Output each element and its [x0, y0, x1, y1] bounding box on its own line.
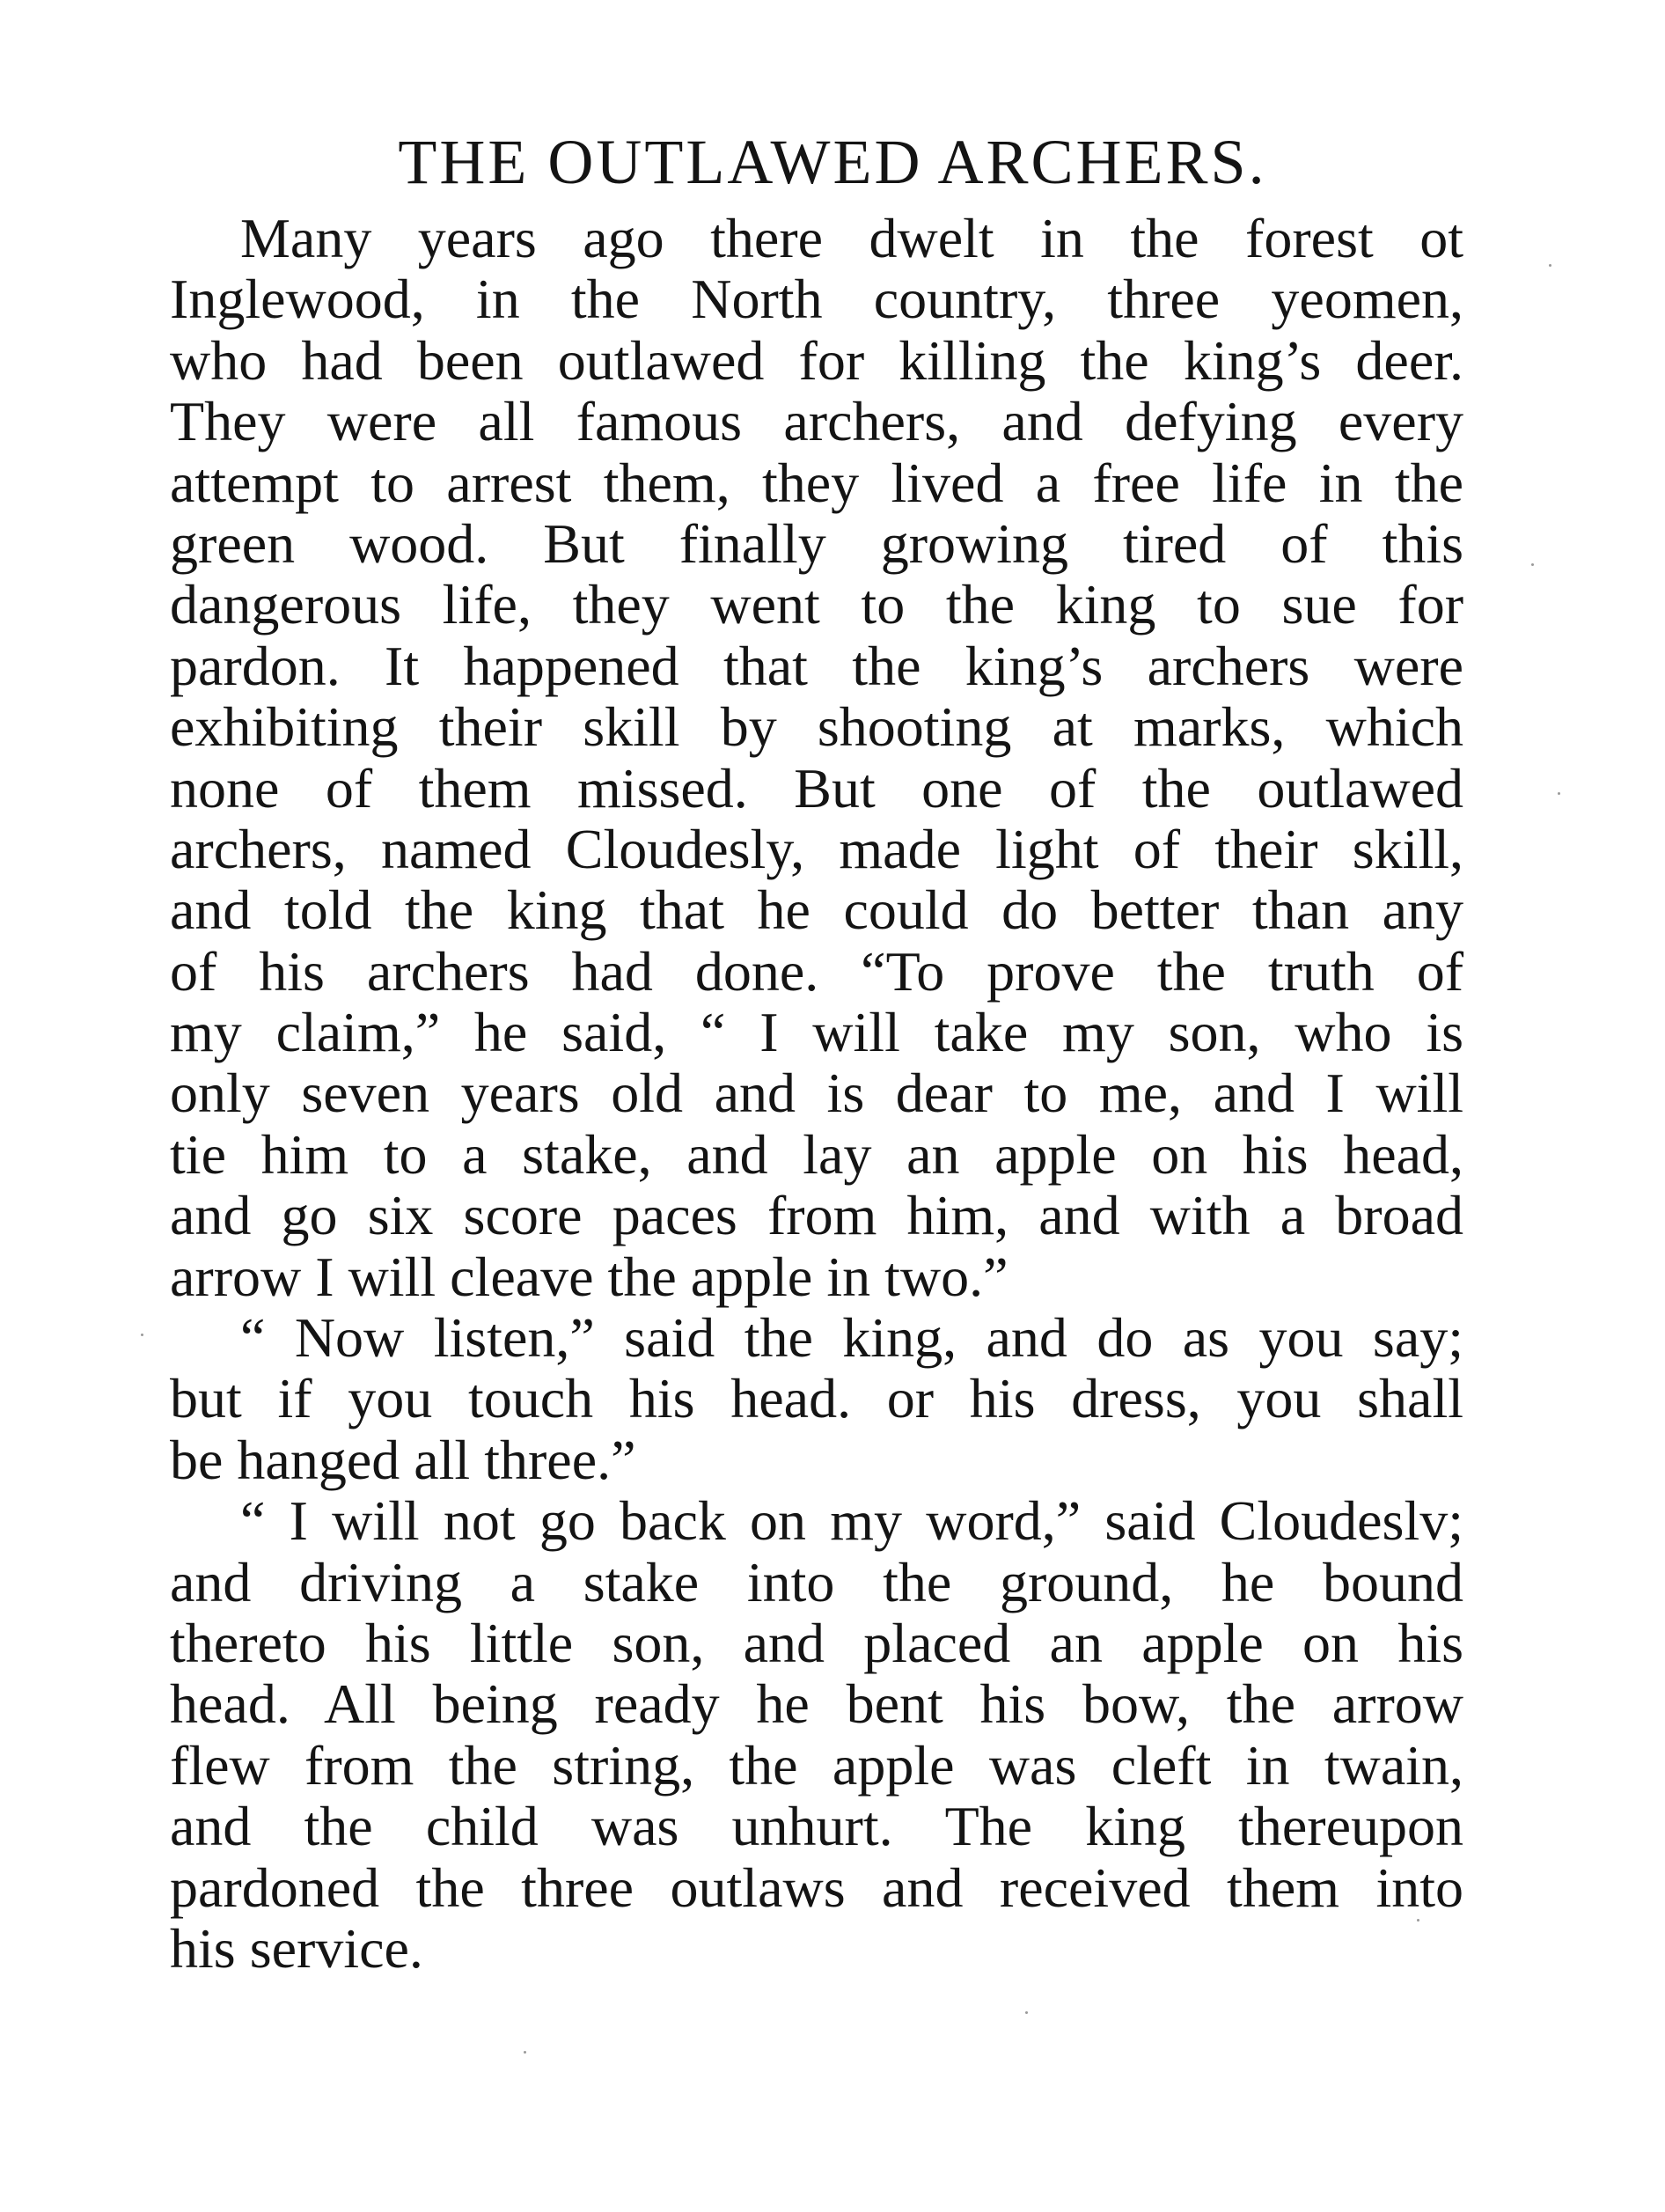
- text-line: tie him to a stake, and lay an apple on his head,: [170, 1122, 1463, 1186]
- text-line: flew from the string, the apple was cleft in twain,: [170, 1733, 1463, 1797]
- text-line: who had been outlawed for killing the king’s deer.: [170, 328, 1463, 392]
- scan-speck: [1531, 563, 1534, 566]
- story-body: [170, 208, 1463, 1979]
- text-line: none of them missed. But one of the outlawed: [170, 756, 1463, 819]
- scan-speck: [141, 1334, 143, 1336]
- text-line: arrow I will cleave the apple in two.”: [170, 1245, 1009, 1308]
- text-line: attempt to arrest them, they lived a free life in the: [170, 451, 1463, 514]
- paragraph-3: [170, 1490, 1463, 1979]
- text-line: my claim,” he said, “ I will take my son, who is: [170, 1001, 1463, 1064]
- paragraph-1: [170, 208, 1463, 1307]
- text-line: green wood. But finally growing tired of this: [170, 511, 1463, 575]
- text-line: but if you touch his head. or his dress, you shall: [170, 1367, 1463, 1430]
- text-line: exhibiting their skill by shooting at marks, which: [170, 695, 1463, 759]
- text-line: Inglewood, in the North country, three yeomen,: [170, 268, 1463, 331]
- scan-speck: [1025, 2011, 1028, 2014]
- text-line: and go six score paces from him, and with a broad: [170, 1184, 1463, 1247]
- text-line: “ Now listen,” said the king, and do as you say;: [240, 1306, 1463, 1370]
- text-line: only seven years old and is dear to me, and I will: [170, 1062, 1463, 1125]
- scan-speck: [524, 2051, 526, 2054]
- paragraph-2: [170, 1307, 1463, 1490]
- text-line: archers, named Cloudesly, made light of their skill,: [170, 817, 1463, 880]
- text-line: head. All being ready he bent his bow, the arrow: [170, 1672, 1463, 1736]
- text-line: his service.: [170, 1916, 423, 1980]
- text-line: and the child was unhurt. The king thereupon: [170, 1795, 1463, 1858]
- scan-speck: [1417, 1919, 1419, 1922]
- text-line: be hanged all three.”: [170, 1428, 636, 1491]
- story-title: THE OUTLAWED ARCHERS.: [398, 127, 1267, 197]
- text-line: They were all famous archers, and defying every: [170, 390, 1463, 453]
- text-line: thereto his little son, and placed an apple on his: [170, 1611, 1463, 1674]
- text-line: pardon. It happened that the king’s archers were: [170, 634, 1463, 697]
- scan-speck: [1549, 264, 1551, 267]
- text-line: “ I will not go back on my word,” said Cloudeslv;: [240, 1489, 1463, 1553]
- text-line: and told the king that he could do better than any: [170, 878, 1463, 942]
- text-line: pardoned the three outlaws and received them into: [170, 1856, 1463, 1919]
- scan-speck: [1558, 792, 1560, 795]
- text-line: of his archers had done. “To prove the truth of: [170, 939, 1463, 1003]
- text-line: and driving a stake into the ground, he bound: [170, 1550, 1463, 1613]
- text-line: dangerous life, they went to the king to sue for: [170, 573, 1463, 636]
- text-line: Many years ago there dwelt in the forest ot: [240, 207, 1463, 269]
